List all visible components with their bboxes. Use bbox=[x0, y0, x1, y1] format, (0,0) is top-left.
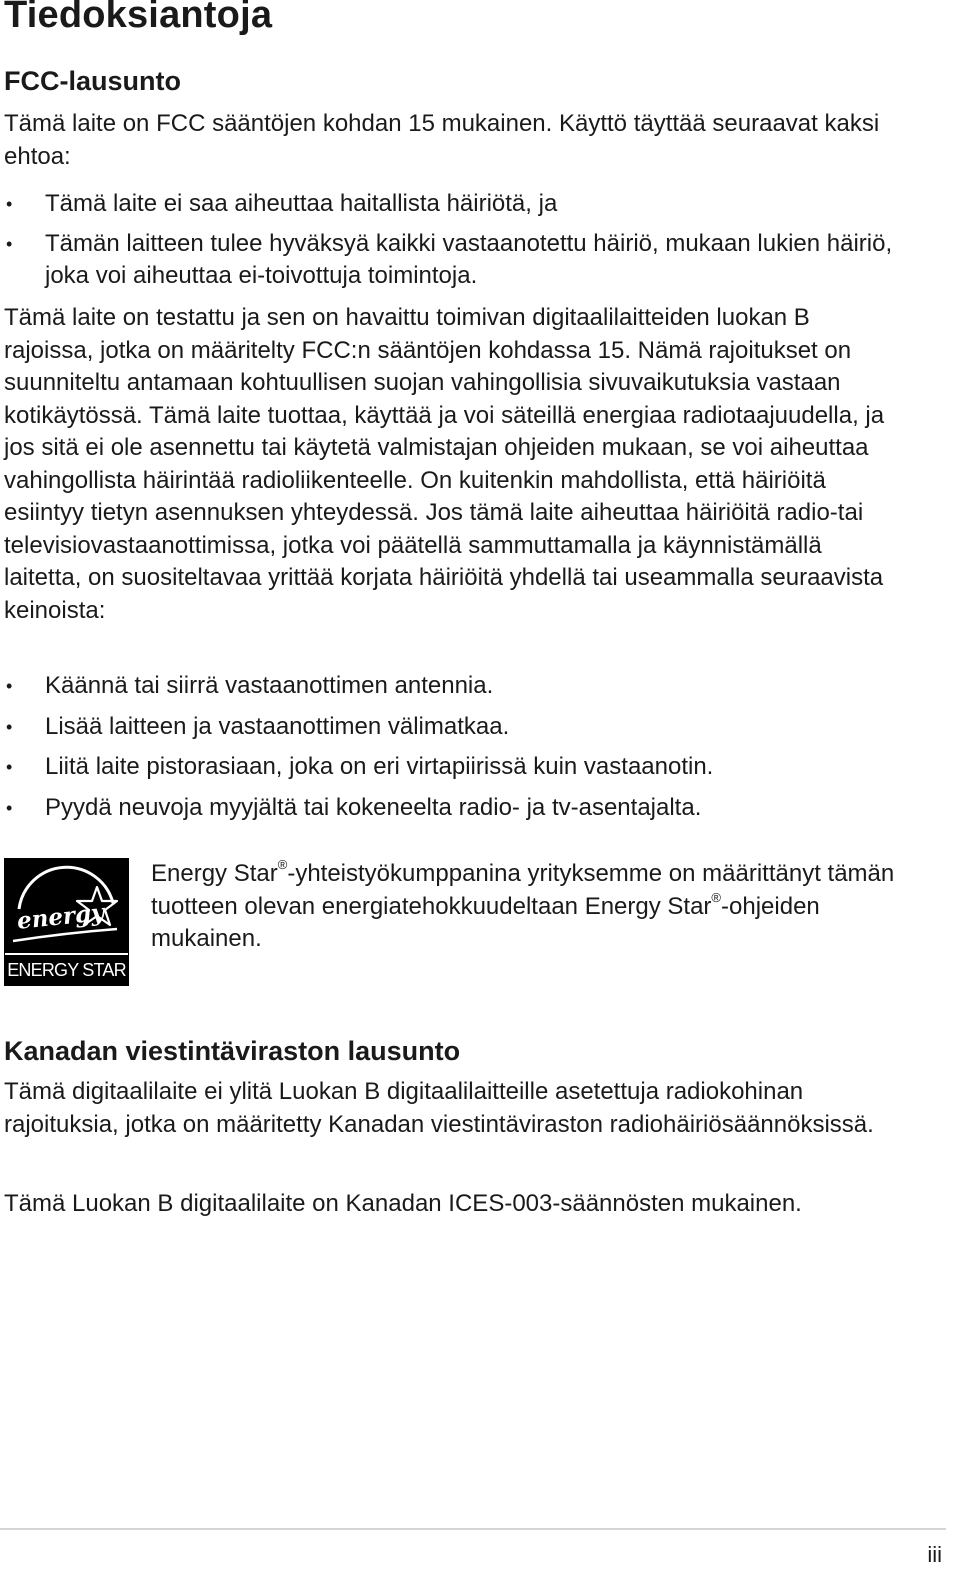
energy-star-paragraph bbox=[151, 858, 911, 956]
canada-paragraph: Tämä Luokan B digitaalilaite on Kanadan ICES-003-säännösten mukainen. bbox=[4, 1190, 802, 1217]
energy-star-name: Energy Star bbox=[584, 892, 712, 920]
energy-star-text: -ohjeiden mukainen. bbox=[151, 892, 820, 952]
page-number: iii bbox=[927, 1542, 942, 1567]
energy-star-text: -yhteistyökumppanina yrityksemme on määrittänyt tämän tuotteen olevan energiatehokkuudeltaan bbox=[151, 860, 895, 920]
energy-star-name: Energy Star bbox=[151, 860, 278, 887]
list-item: • Lisää laitteen ja vastaanottimen välimatkaa. bbox=[4, 711, 904, 744]
energy-star-section bbox=[4, 858, 924, 986]
energy-star-label: ENERGY STAR bbox=[5, 953, 128, 985]
energy-script-text: energy bbox=[15, 898, 106, 935]
energy-star-statement bbox=[151, 858, 911, 956]
fcc-heading: FCC-lausunto bbox=[4, 66, 181, 96]
fcc-intro-paragraph: Tämä laite on FCC sääntöjen kohdan 15 mukainen. Käyttö täyttää seuraavat kaksi ehtoa: bbox=[4, 110, 880, 170]
list-item: • Pyydä neuvoja myyjältä tai kokeneelta radio- ja tv-asentajalta. bbox=[4, 792, 904, 825]
canada-heading: Kanadan viestintäviraston lausunto bbox=[4, 1036, 461, 1066]
registered-mark: ® bbox=[711, 889, 722, 905]
energy-star-emblem-icon bbox=[5, 859, 128, 955]
list-item: • Käännä tai siirrä vastaanottimen antennia. bbox=[4, 670, 904, 703]
list-item: • Tämä laite ei saa aiheuttaa haitallista häiriötä, ja bbox=[4, 188, 904, 221]
registered-mark: ® bbox=[277, 857, 288, 872]
page-title: Tiedoksiantoja bbox=[4, 0, 273, 36]
fcc-measures-list bbox=[4, 670, 904, 832]
canada-paragraph: Tämä digitaalilaite ei ylitä Luokan B digitaalilaitteille asetettuja radiokohinan rajoituksia, jotka on määritetty Kanadan viestintäviraston radiohäiriösäännöksissä. bbox=[4, 1078, 874, 1138]
list-item: • Tämän laitteen tulee hyväksyä kaikki vastaanotettu häiriö, mukaan lukien häiriö, joka voi aiheuttaa ei-toivottuja toimintoja. bbox=[4, 228, 904, 293]
fcc-body-paragraph: Tämä laite on testattu ja sen on havaittu toimivan digitaalilaitteiden luokan B rajoissa, jotka on määritelty FCC:n sääntöjen kohdassa 15. Nämä rajoitukset on suunniteltu antamaan kohtuullisen suojan vahingollisia sivuvaikutuksia vastaan kotikäytössä. Tämä laite tuottaa, käyttää ja voi säteillä energiaa radiotaajuudella, ja jos sitä ei ole asennettu tai käytetä valmistajan ohjeiden mukaan, se voi aiheuttaa vahingollista häirintää radioliikenteelle. On kuitenkin mahdollista, että häiriöitä esiintyy tietyn asennuksen yhteydessä. Jos tämä laite aiheuttaa häiriöitä radio-tai televisiovastaanottimissa, jotka voi päätellä sammuttamalla ja käynnistämällä laitetta, on suositeltavaa yrittää korjata häiriöitä yhdellä tai useammalla seuraavista keinoista: bbox=[4, 304, 885, 624]
fcc-conditions-list bbox=[4, 188, 904, 300]
energy-star-logo bbox=[4, 858, 129, 986]
list-item: • Liitä laite pistorasiaan, joka on eri virtapiirissä kuin vastaanotin. bbox=[4, 751, 904, 784]
footer-divider bbox=[0, 1528, 946, 1530]
